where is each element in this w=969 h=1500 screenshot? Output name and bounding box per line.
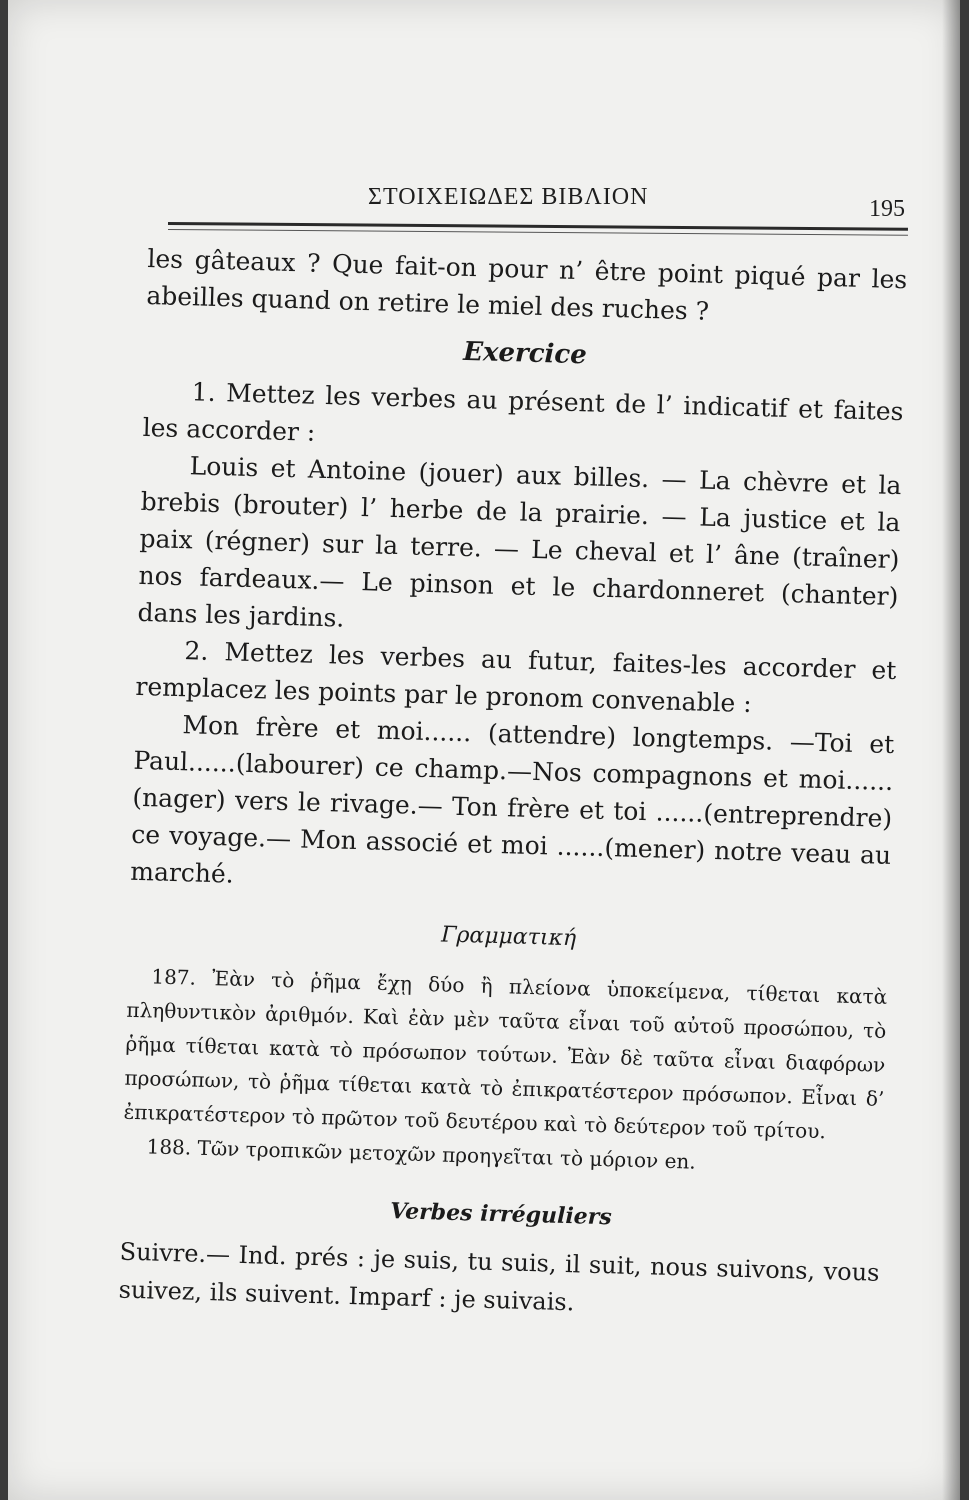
page-header	[168, 182, 913, 242]
grammar-heading: Γραμματική	[440, 922, 577, 952]
page-number: 195	[869, 196, 905, 222]
grammar-paragraph-187: 187. Ἐὰν τὸ ῥῆμα ἔχῃ δύο ἢ πλείονα ὑποκείμενα, τίθεται κατὰ πληθυντικὸν ἀριθμόν. Καὶ ἐὰν μὲν ταῦτα εἶναι τοῦ αὐτοῦ προσώπου, τὸ ῥῆμα τίθεται κατὰ τὸ πρόσωπον τούτων. Ἐὰν δὲ ταῦτα εἶναι διαφόρων προσώπων, τὸ ῥῆμα τίθεται κατὰ τὸ ἐπικρατέστερον πρόσωπον. Εἶναι δ’ ἐπικρατέστερον τὸ πρῶτον τοῦ δευτέρου καὶ τὸ δεύτερον τοῦ τρίτου.	[123, 964, 888, 1144]
exercise-1-instruction: 1. Mettez les verbes au présent de l’ indicatif et faites les accorder :	[142, 377, 904, 447]
spine-shadow	[942, 0, 960, 1500]
page-body	[118, 240, 908, 1330]
exercise-heading: Exercice	[462, 336, 588, 371]
book-page	[8, 0, 960, 1500]
running-title: ΣΤΟΙΧΕΙΩΔΕΣ ΒΙΒΛΙΟΝ	[368, 184, 649, 210]
exercise-2-text: Mon frère et moi...... (attendre) longtemps. —Toi et Paul......(labourer) ce champ.—Nos compagnons et moi......(nager) vers le rivage.— Ton frère et toi ......(entreprendre) ce voyage.— Mon associé et moi ......(mener) notre veau au marché.	[129, 710, 895, 889]
intro-paragraph: les gâteaux ? Que fait-on pour n’ être point piqué par les abeilles quand on retire le miel des ruches ?	[146, 243, 908, 326]
header-rule-thin	[168, 229, 908, 236]
verbs-paragraph: Suivre.— Ind. prés : je suis, tu suis, il suit, nous suivons, vous suivez, ils suivent. Imparf : je suivais.	[118, 1237, 880, 1317]
exercise-1-text: Louis et Antoine (jouer) aux billes. — La chèvre et la brebis (brouter) l’ herbe de la prairie. — La justice et la paix (régner) sur la terre. — Le cheval et l’ âne (traîner) nos fardeaux.— Le pinson et le chardonneret (chanter) dans les jardins.	[137, 451, 902, 633]
exercise-2-instruction: 2. Mettez les verbes au futur, faites-les accorder et remplacez les points par le pronom convenable :	[135, 636, 897, 719]
grammar-paragraph-188: 188. Τῶν τροπικῶν μετοχῶν προηγεῖται τὸ μόριον en.	[146, 1134, 697, 1174]
verbs-heading: Verbes irréguliers	[389, 1198, 613, 1231]
